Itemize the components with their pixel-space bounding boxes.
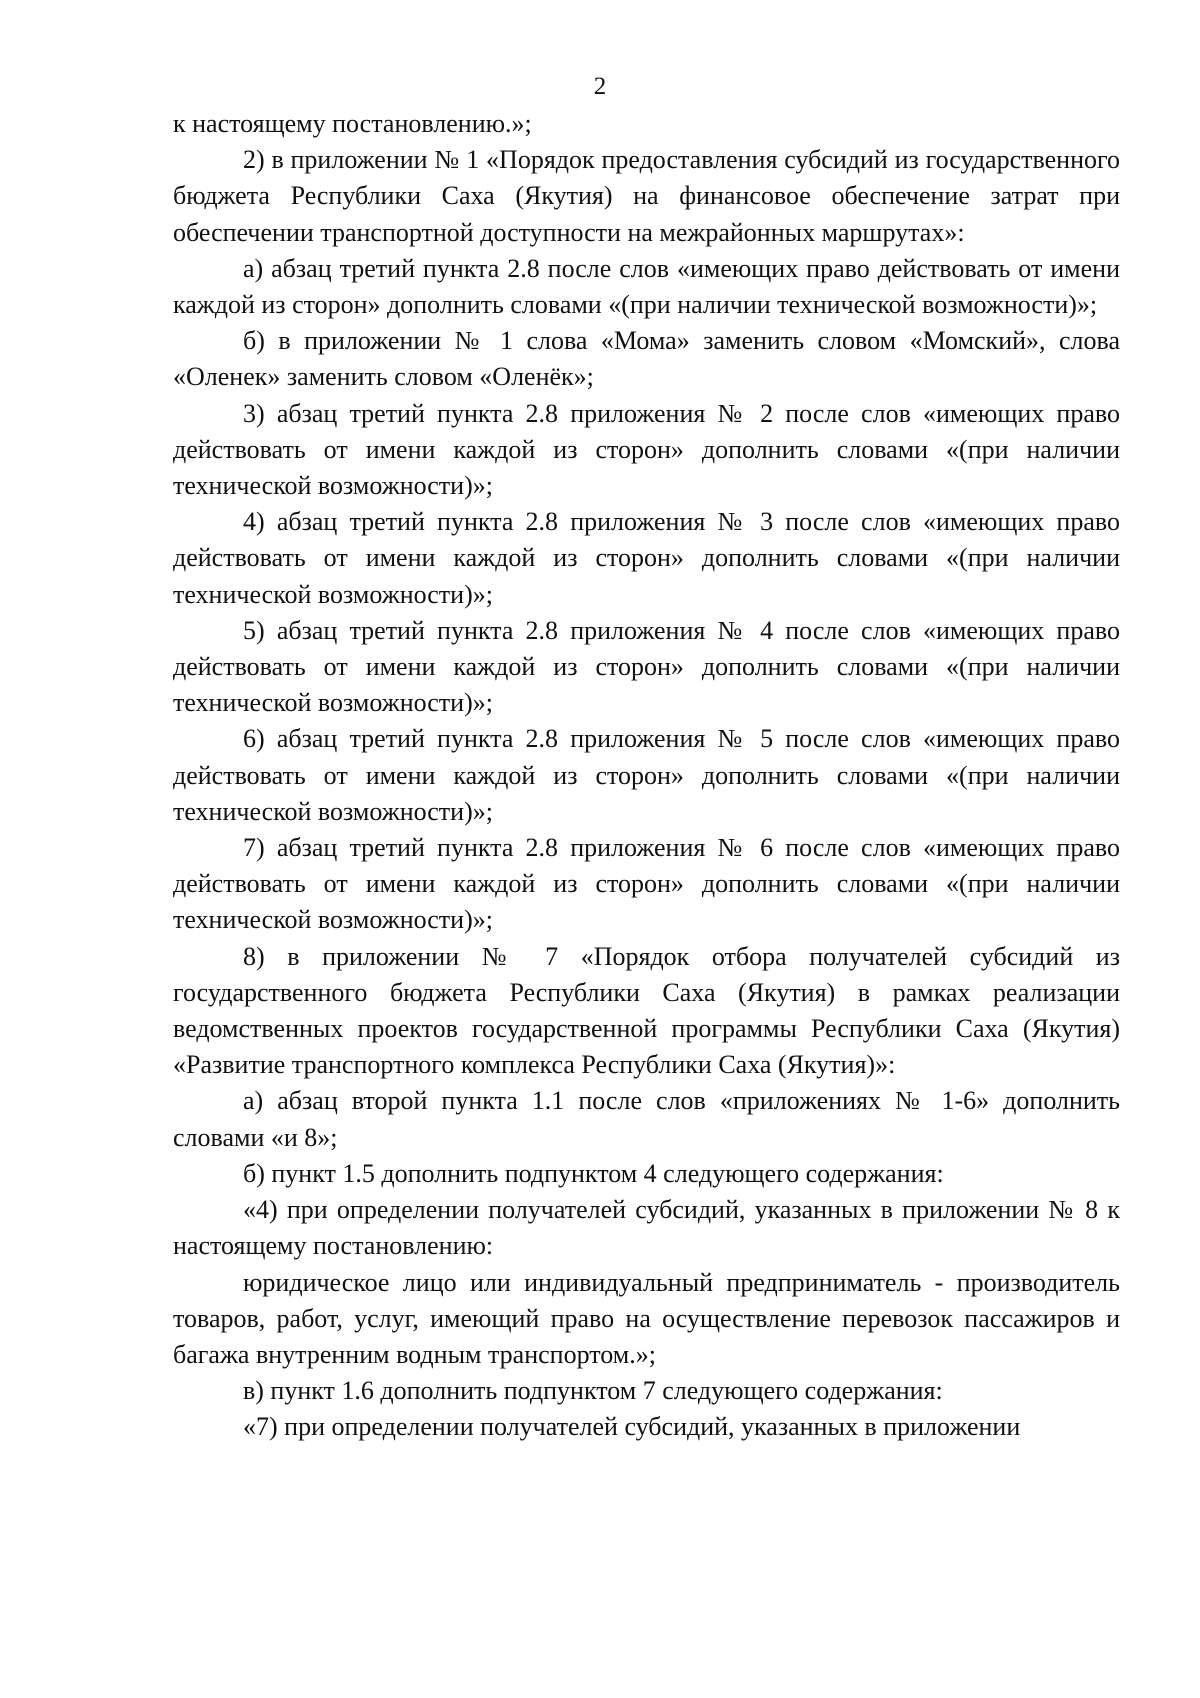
document-body: [173, 106, 1120, 1446]
page-number: 2: [593, 73, 607, 100]
paragraph-item-8: 8) в приложении № 7 «Порядок отбора получателей субсидий из государственного бюджета Республики Саха (Якутия) в рамках реализации ведомственных проектов государственной программы Республики Саха (Якутия) «Развитие транспортного комплекса Республики Саха (Якутия)»:: [173, 941, 1120, 1080]
paragraph-continuation: к настоящему постановлению.»;: [173, 109, 532, 138]
paragraph-item-7: 7) абзац третий пункта 2.8 приложения № 6 после слов «имеющих право действовать от имени каждой из сторон» дополнить словами «(при наличии технической возможности)»;: [173, 833, 1120, 935]
paragraph-quote-7: «7) при определении получателей субсидий, указанных в приложении: [243, 1412, 1021, 1442]
paragraph-quote-4: «4) при определении получателей субсидий, указанных в приложении № 8 к настоящему постановлению:: [173, 1195, 1120, 1261]
paragraph-item-5: 5) абзац третий пункта 2.8 приложения № 4 после слов «имеющих право действовать от имени каждой из сторон» дополнить словами «(при наличии технической возможности)»;: [173, 615, 1120, 718]
paragraph-item-6: 6) абзац третий пункта 2.8 приложения № 5 после слов «имеющих право действовать от имени каждой из сторон» дополнить словами «(при наличии технической возможности)»;: [173, 724, 1120, 826]
paragraph-item-8a: а) абзац второй пункта 1.1 после слов «приложениях № 1-6» дополнить словами «и 8»;: [173, 1086, 1120, 1152]
paragraph-item-2b: б) в приложении № 1 слова «Мома» заменить словом «Момский», слова «Оленек» заменить словом «Оленёк»;: [173, 326, 1120, 392]
paragraph-item-8v: в) пункт 1.6 дополнить подпунктом 7 следующего содержания:: [243, 1376, 943, 1406]
paragraph-quote-4-body: юридическое лицо или индивидуальный предприниматель - производитель товаров, работ, услуг, имеющий право на осуществление перевозок пассажиров и багажа внутренним водным транспортом.»;: [173, 1267, 1120, 1369]
paragraph-item-2: 2) в приложении № 1 «Порядок предоставления субсидий из государственного бюджета Республики Саха (Якутия) на финансовое обеспечение затрат при обеспечении транспортной доступности на межрайонных маршрутах»:: [173, 145, 1120, 247]
paragraph-item-8b: б) пункт 1.5 дополнить подпунктом 4 следующего содержания:: [243, 1158, 944, 1188]
paragraph-item-3: 3) абзац третий пункта 2.8 приложения № 2 после слов «имеющих право действовать от имени каждой из сторон» дополнить словами «(при наличии технической возможности)»;: [173, 398, 1120, 501]
paragraph-item-2a: а) абзац третий пункта 2.8 после слов «имеющих право действовать от имени каждой из сторон» дополнить словами «(при наличии технической возможности)»;: [173, 253, 1120, 320]
paragraph-item-4: 4) абзац третий пункта 2.8 приложения № 3 после слов «имеющих право действовать от имени каждой из сторон» дополнить словами «(при наличии технической возможности)»;: [173, 507, 1120, 609]
